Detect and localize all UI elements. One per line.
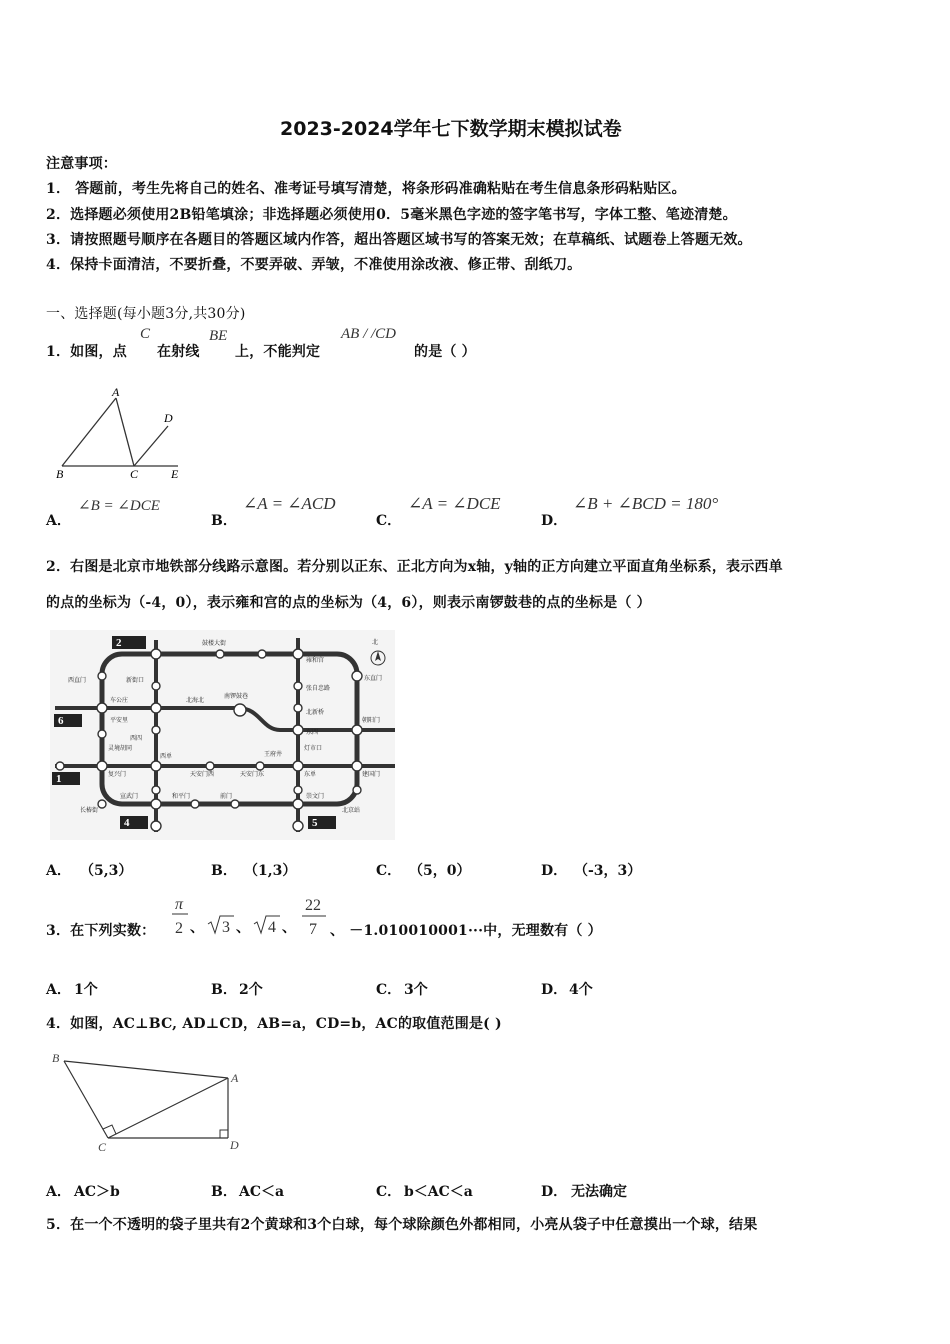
q3-option-d: 4个: [569, 982, 593, 998]
q1-option-c-label: C．: [376, 513, 402, 529]
q1-stem-mid: 在射线: [157, 344, 200, 360]
section-heading: 一、选择题(每小题3分,共30分): [46, 306, 246, 322]
label-e: E: [171, 467, 179, 481]
station-marker: [97, 761, 107, 771]
label-b: B: [56, 467, 64, 481]
sqrt-sign-icon: [254, 916, 280, 933]
q3-option-b: 2个: [239, 982, 263, 998]
station-label: 建国门: [362, 771, 381, 778]
sqrt-sign-icon: [208, 916, 234, 933]
station-label: 南锣鼓巷: [224, 693, 249, 700]
station-label: 朝阳门: [362, 717, 381, 724]
q2-stem-line1: 2．右图是北京市地铁部分线路示意图。若分别以正东、正北方向为x轴，y轴的正方向建立平面直角坐标系，表示西单: [46, 559, 783, 575]
q4-option-c: b＜AC＜a: [404, 1184, 473, 1200]
station-marker: [152, 726, 160, 734]
fraction-numerator: 22: [305, 897, 321, 914]
station-marker: [151, 649, 161, 659]
q1-stem-prefix: 1．如图，点: [46, 344, 127, 360]
page-title: 2023-2024学年七下数学期末模拟试卷: [280, 118, 622, 140]
right-angle-d-icon: [220, 1130, 228, 1138]
q4-option-a-label: A．: [46, 1184, 71, 1200]
segment-cd: [134, 426, 168, 466]
station-marker: [231, 800, 239, 808]
station-marker: [98, 730, 106, 738]
q1-stem-mid2: 上，不能判定: [235, 344, 321, 360]
q2-option-c: （5，0）: [409, 863, 471, 879]
q3-stem-prefix: 3．在下列实数：: [46, 923, 156, 939]
separator: 、: [190, 921, 204, 936]
station-label: 平安里: [110, 717, 129, 724]
sqrt4-radicand: 4: [268, 919, 276, 936]
q2-option-a-label: A．: [46, 863, 71, 879]
label-d: D: [164, 411, 173, 425]
notice-item: 2．选择题必须使用2B铅笔填涂；非选择题必须使用0．5毫米黑色字迹的签字笔书写，字体工整、笔迹清楚。: [46, 207, 737, 223]
station-label: 长椿街: [80, 807, 99, 814]
label-a: A: [112, 385, 120, 399]
q5-stem: 5．在一个不透明的袋子里共有2个黄球和3个白球，每个球除颜色外都相同，小亮从袋子中任意摸出一个球，结果: [46, 1217, 758, 1233]
q2-option-a: （5,3）: [80, 863, 133, 879]
station-marker: [97, 703, 107, 713]
segment-ab: [62, 398, 116, 466]
station-marker: [352, 761, 362, 771]
station-label: 北海北: [186, 697, 205, 704]
station-label: 天安门东: [240, 771, 265, 778]
station-label: 张自忠路: [306, 685, 331, 692]
station-label: 鼓楼大街: [202, 640, 227, 647]
station-label: 宣武门: [120, 793, 139, 800]
station-label: 复兴门: [108, 771, 127, 778]
q3-option-d-label: D．: [541, 982, 568, 998]
station-label: 东四: [306, 729, 319, 736]
q1-option-a: ∠B = ∠DCE: [78, 498, 160, 514]
station-label: 北新桥: [306, 709, 325, 716]
station-marker: [56, 762, 64, 770]
station-marker: [234, 704, 246, 716]
separator: 、: [236, 921, 250, 936]
q4-option-d: 无法确定: [571, 1184, 627, 1200]
q1-point-c: C: [140, 326, 151, 342]
station-marker: [152, 682, 160, 690]
station-marker: [294, 786, 302, 794]
q4-option-a: AC＞b: [74, 1184, 120, 1200]
q3-option-b-label: B．: [211, 982, 237, 998]
pi-denominator: 2: [175, 920, 183, 937]
station-marker: [352, 671, 362, 681]
q1-option-b-label: B．: [211, 513, 237, 529]
notice-heading: 注意事项：: [46, 156, 117, 172]
q1-option-a-label: A．: [46, 513, 71, 529]
station-label: 天安门西: [190, 771, 215, 778]
segment-bc: [64, 1061, 108, 1138]
segment-ba: [64, 1061, 228, 1078]
q2-option-b: （1,3）: [244, 863, 297, 879]
pi-numerator: π: [175, 896, 184, 913]
station-marker: [256, 762, 264, 770]
station-marker: [294, 682, 302, 690]
station-label: 西直门: [68, 677, 87, 684]
q2-option-d-label: D．: [541, 863, 568, 879]
separator: 、: [282, 921, 296, 936]
station-marker: [293, 649, 303, 659]
station-marker: [293, 821, 303, 831]
q4-figure: [46, 1045, 266, 1157]
station-label: 崇文门: [306, 793, 325, 800]
station-marker: [151, 761, 161, 771]
q3-option-a-label: A．: [46, 982, 71, 998]
q1-ray-be: BE: [209, 328, 228, 344]
north-label: 北: [372, 639, 379, 646]
badge-line-1-text: 1: [56, 773, 62, 785]
fraction-denominator: 7: [309, 921, 317, 938]
q3-option-a: 1个: [74, 982, 98, 998]
station-marker: [293, 799, 303, 809]
station-label: 前门: [220, 793, 233, 800]
station-marker: [206, 762, 214, 770]
station-label: 西四: [130, 735, 143, 742]
station-marker: [151, 821, 161, 831]
sqrt3-radicand: 3: [222, 919, 230, 936]
station-marker: [191, 800, 199, 808]
station-label: 东单: [304, 771, 317, 778]
station-label: 灯市口: [304, 745, 323, 752]
station-label: 新街口: [126, 677, 145, 684]
q1-option-d: ∠B + ∠BCD = 180°: [573, 494, 719, 513]
station-label: 西单: [160, 753, 173, 760]
badge-line-4-text: 4: [124, 817, 130, 829]
station-marker: [152, 786, 160, 794]
q2-stem-line2: 的点的坐标为（-4，0），表示雍和宫的点的坐标为（4，6），则表示南锣鼓巷的点的坐标是（ ）: [46, 595, 651, 611]
station-label: 王府井: [264, 751, 283, 758]
station-label: 和平门: [172, 793, 191, 800]
notice-item: 3．请按照题号顺序在各题目的答题区域内作答，超出答题区域书写的答案无效；在草稿纸、试题卷上答题无效。: [46, 232, 752, 248]
q1-figure: [50, 382, 190, 482]
q3-option-c: 3个: [404, 982, 428, 998]
badge-line-6-text: 6: [58, 715, 64, 727]
station-marker: [151, 799, 161, 809]
q2-option-d: （-3，3）: [574, 863, 642, 879]
station-marker: [216, 650, 224, 658]
station-marker: [98, 672, 106, 680]
q3-option-c-label: C．: [376, 982, 402, 998]
label-b: B: [52, 1051, 60, 1065]
q1-stem-suffix: 的是（ ）: [414, 344, 476, 360]
notice-item: 4．保持卡面清洁，不要折叠，不要弄破、弄皱，不准使用涂改液、修正带、刮纸刀。: [46, 257, 582, 273]
station-label: 东直门: [364, 675, 383, 682]
q1-option-b: ∠A = ∠ACD: [243, 494, 336, 513]
q3-stem-tail: 、 －1.010010001···中，无理数有（ ）: [330, 923, 602, 939]
q2-subway-map: [50, 630, 395, 840]
notice-item: 1． 答题前，考生先将自己的姓名、准考证号填写清楚，将条形码准确粘贴在考生信息条形码粘贴区。: [46, 181, 686, 197]
q4-option-c-label: C．: [376, 1184, 402, 1200]
q4-stem: 4．如图，AC⊥BC, AD⊥CD，AB=a，CD=b，AC的取值范围是( ): [46, 1016, 502, 1032]
station-marker: [258, 650, 266, 658]
station-marker: [293, 725, 303, 735]
badge-line-5-text: 5: [312, 817, 318, 829]
q1-option-d-label: D．: [541, 513, 568, 529]
station-label: 雍和宫: [306, 657, 325, 664]
q4-option-b: AC＜a: [239, 1184, 285, 1200]
label-d: D: [230, 1138, 239, 1152]
station-marker: [151, 703, 161, 713]
q1-parallel: AB / /CD: [341, 326, 396, 342]
station-label: 车公庄: [110, 697, 129, 704]
badge-line-2-text: 2: [116, 637, 122, 649]
station-label: 灵境胡同: [108, 745, 133, 752]
segment-ca: [108, 1078, 228, 1138]
q2-option-b-label: B．: [211, 863, 237, 879]
station-marker: [98, 800, 106, 808]
q4-option-d-label: D．: [541, 1184, 568, 1200]
station-marker: [353, 786, 361, 794]
label-a: A: [231, 1071, 239, 1085]
label-c: C: [98, 1140, 107, 1154]
q2-option-c-label: C．: [376, 863, 402, 879]
label-c: C: [130, 467, 139, 481]
station-marker: [294, 704, 302, 712]
station-marker: [293, 761, 303, 771]
station-label: 北京站: [342, 807, 361, 814]
q1-option-c: ∠A = ∠DCE: [408, 494, 501, 513]
station-marker: [352, 725, 362, 735]
q4-option-b-label: B．: [211, 1184, 237, 1200]
segment-ac: [116, 398, 134, 466]
